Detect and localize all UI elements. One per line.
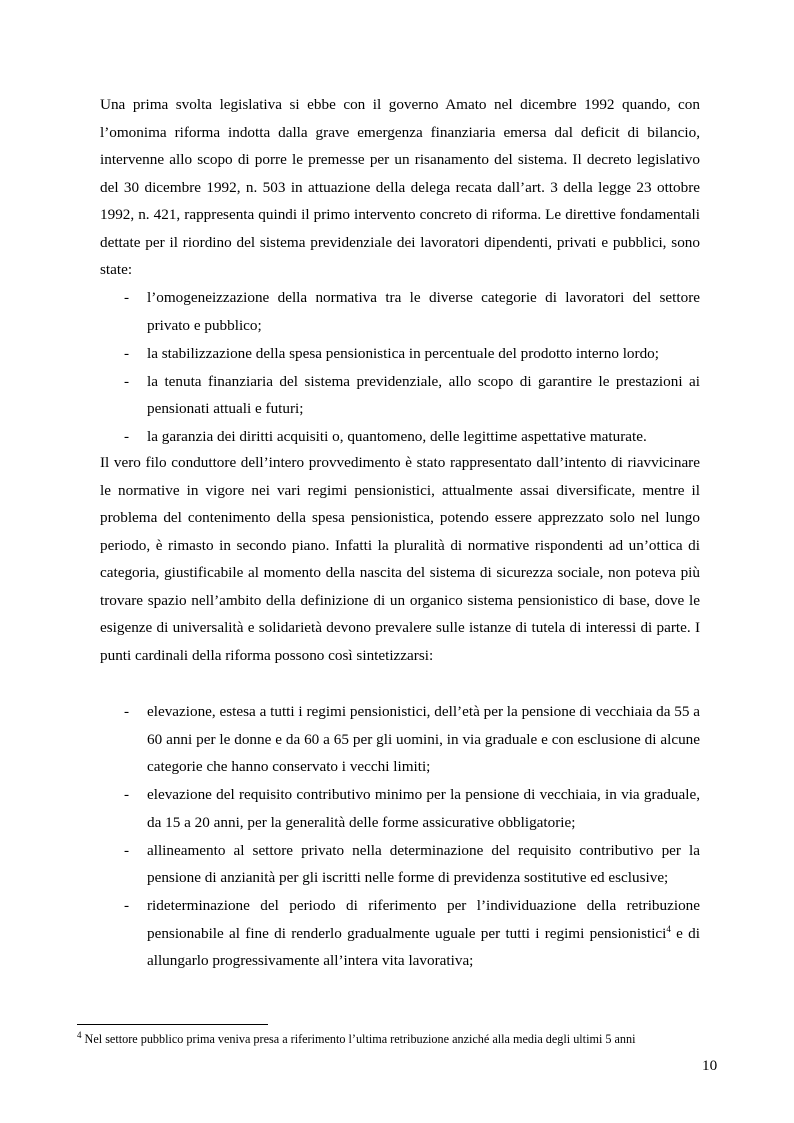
list-item <box>100 423 700 451</box>
bullet-dash: - <box>124 428 130 445</box>
bullet-dash: - <box>124 786 130 803</box>
directives-list <box>100 284 700 451</box>
bullet-dash: - <box>124 897 130 914</box>
footnote-reference[interactable]: 4 <box>666 923 671 934</box>
list-item-text: la tenuta finanziaria del sistema previdenziale, allo scopo di garantire le prestazioni ai pensionati attuali e futuri; <box>147 372 700 417</box>
list-item <box>100 340 700 368</box>
list-item-text: elevazione, estesa a tutti i regimi pensionistici, dell’età per la pensione di vecchiaia da 55 a 60 anni per le donne e da 60 a 65 per gli uomini, in via graduale e con esclusione di alcune categorie che hanno conservato i vecchi limiti; <box>147 703 700 775</box>
list-item <box>100 837 700 892</box>
paragraph-main: Il vero filo conduttore dell’intero provvedimento è stato rappresentato dall’intento di riavvicinare le normative in vigore nei vari regimi pensionistici, attualmente assai diversificate, mentre il problema del contenimento della spesa pensionistica, potendo essere apprezzato solo nel lungo periodo, è rimasto in secondo piano. Infatti la pluralità di normative rispondenti ad un’ottica di categoria, giustificabile al momento della nascita del sistema di sicurezza sociale, non poteva più trovare spazio nell’ambito della definizione di un organico sistema pensionistico di base, dove le esigenze di universalità e solidarietà devono prevalere sulle istanze di tutela di interessi di parte. I punti cardinali della riforma possono così sintetizzarsi: <box>100 454 700 664</box>
bullet-dash: - <box>124 703 130 720</box>
list-item-text-continued: e di allungarlo progressivamente all’intera vita lavorativa; <box>147 924 700 969</box>
list-item <box>100 892 700 975</box>
list-item-text: allineamento al settore privato nella determinazione del requisito contributivo per la pensione di anzianità per gli iscritti nelle forme di previdenza sostitutive ed esclusive; <box>147 841 700 886</box>
list-item <box>100 368 700 423</box>
list-item-text: l’omogeneizzazione della normativa tra le diverse categorie di lavoratori del settore privato e pubblico; <box>147 289 700 334</box>
list-item-text: elevazione del requisito contributivo minimo per la pensione di vecchiaia, in via graduale, da 15 a 20 anni, per la generalità delle forme assicurative obbligatorie; <box>147 786 700 831</box>
bullet-dash: - <box>124 289 130 306</box>
list-item-text: la garanzia dei diritti acquisiti o, quantomeno, delle legittime aspettative maturate. <box>147 428 647 445</box>
footnote-text: Nel settore pubblico prima veniva presa a riferimento l’ultima retribuzione anziché alla media degli ultimi 5 anni <box>81 1032 636 1046</box>
list-item <box>100 781 700 836</box>
footnote-separator <box>77 1024 268 1025</box>
bullet-dash: - <box>124 344 130 362</box>
footnote <box>77 1031 717 1047</box>
list-item-text: rideterminazione del periodo di riferimento per l’individuazione della retribuzione pensionabile al fine di renderlo gradualmente uguale per tutti i regimi pensionistici <box>147 897 700 942</box>
list-item <box>100 698 700 781</box>
footnote-marker: 4 <box>77 1030 82 1040</box>
bullet-dash: - <box>124 372 130 390</box>
list-item-text: la stabilizzazione della spesa pensionistica in percentuale del prodotto interno lordo; <box>147 344 659 362</box>
bullet-dash: - <box>124 841 130 859</box>
page-number: 10 <box>702 1057 718 1074</box>
paragraph-intro: Una prima svolta legislativa si ebbe con il governo Amato nel dicembre 1992 quando, con l’omonima riforma indotta dalla grave emergenza finanziaria emersa dal deficit di bilancio, intervenne allo scopo di porre le premesse per un risanamento del sistema. Il decreto legislativo del 30 dicembre 1992, n. 503 in attuazione della delega recata dall’art. 3 della legge 23 ottobre 1992, n. 421, rappresenta quindi il primo intervento concreto di riforma. Le direttive fondamentali dettate per il riordino del sistema previdenziale dei lavoratori dipendenti, privati e pubblici, sono state: <box>100 96 700 278</box>
list-item <box>100 284 700 339</box>
reform-points-list <box>100 698 700 975</box>
